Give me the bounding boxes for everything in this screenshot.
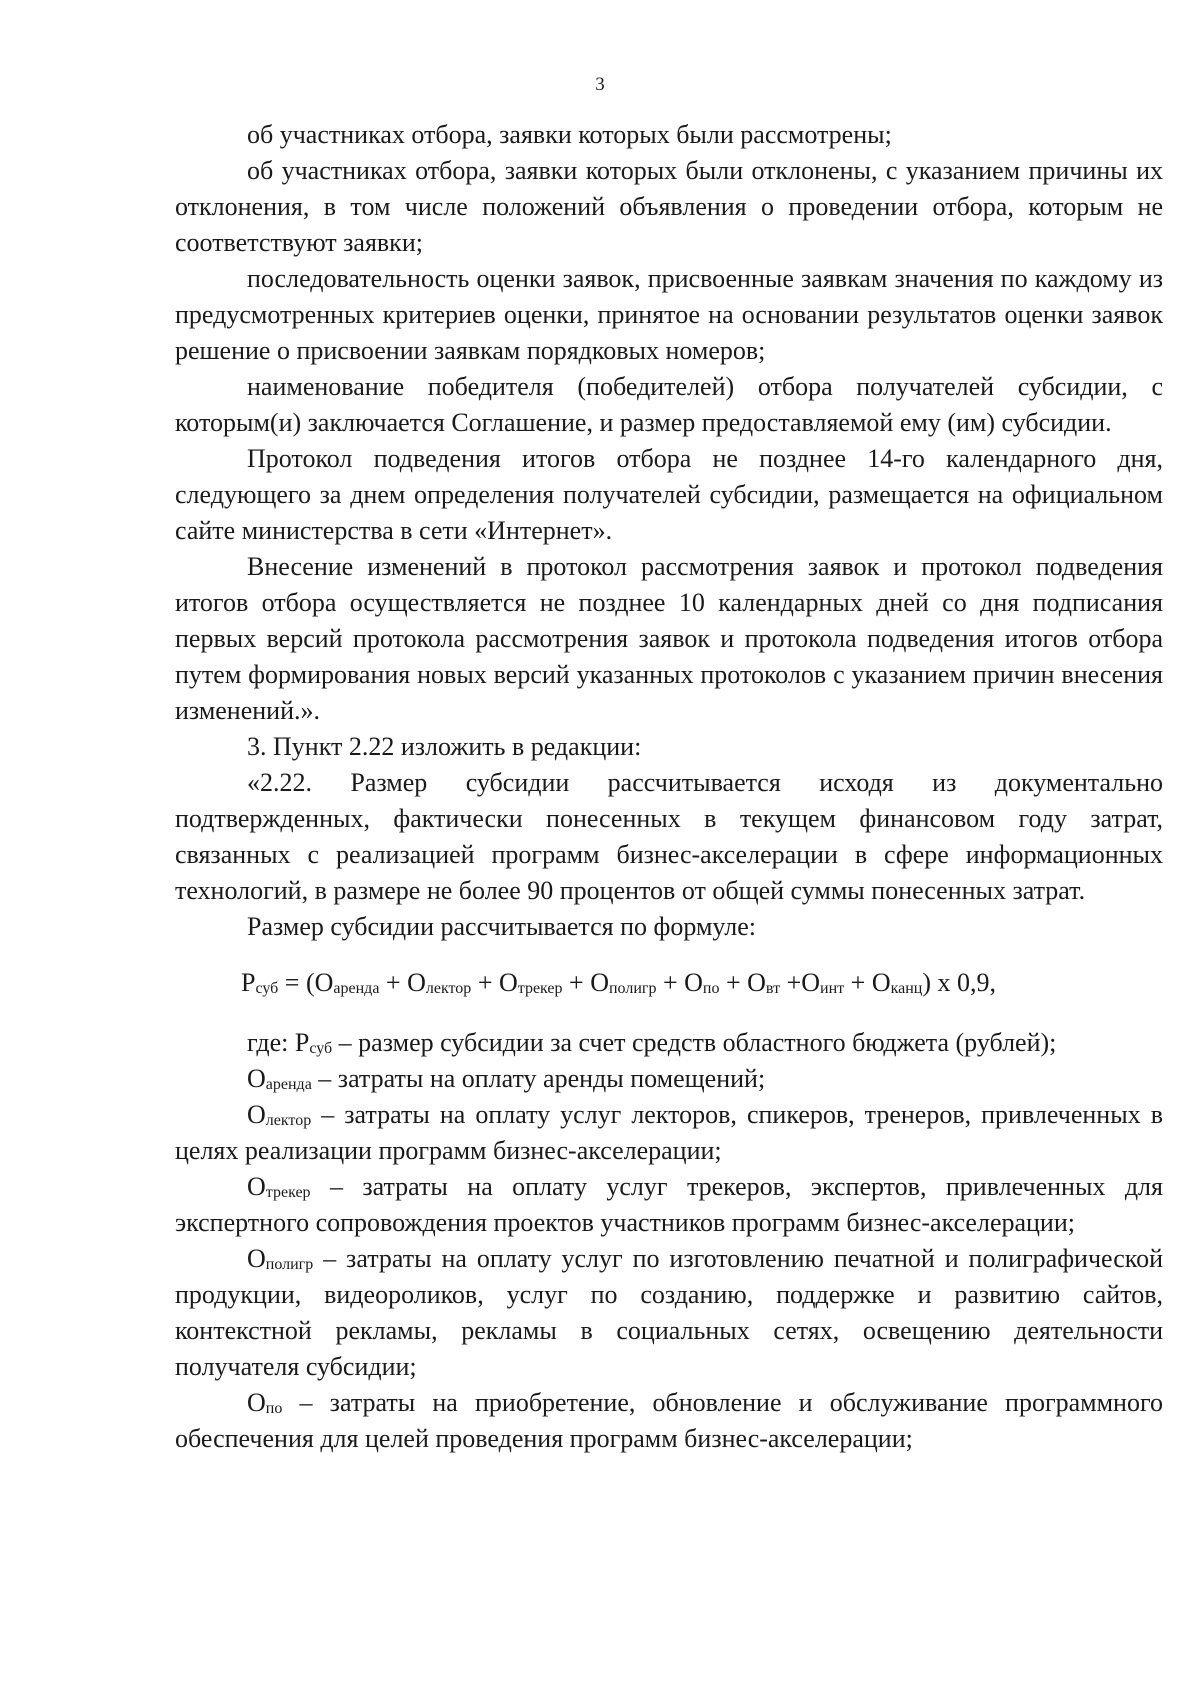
formula-subscript: инт — [820, 980, 845, 997]
formula-symbol: О — [590, 968, 609, 997]
paragraph: наименование победителя (победителей) отбора получателей субсидии, с которым(и) заключается Соглашение, и размер предоставляемой ему (им) субсидии. — [175, 372, 1163, 437]
definition-text: – затраты на приобретение, обновление и обслуживание программного обеспечения для целей проведения программ бизнес-акселерации; — [175, 1388, 1163, 1453]
formula-subscript: по — [702, 980, 720, 997]
formula-operator: + — [562, 968, 591, 997]
formula-subscript: трекер — [517, 980, 563, 997]
paragraph: последовательность оценки заявок, присвоенные заявкам значения по каждому из предусмотренных критериев оценки, принятое на основании результатов оценки заявок решение о присвоении заявкам порядковых номеров; — [175, 264, 1163, 365]
formula-operator: = ( — [278, 968, 315, 997]
paragraph: об участниках отбора, заявки которых были рассмотрены; — [247, 120, 892, 149]
definition-text: – затраты на оплату услуг трекеров, экспертов, привлеченных для экспертного сопровождения проектов участников программ бизнес-акселерации; — [175, 1172, 1163, 1237]
definition-paragraph — [175, 1241, 1163, 1385]
formula-symbol: О — [684, 968, 703, 997]
formula-symbol: О — [871, 968, 891, 997]
formula-subscript: лектор — [425, 980, 472, 997]
formula-operator: + — [471, 968, 499, 997]
formula-symbol: О — [498, 968, 518, 997]
paragraph: Протокол подведения итогов отбора не позднее 14-го календарного дня, следующего за днем определения получателей субсидии, размещается на официальном сайте министерства в сети «Интернет». — [175, 444, 1163, 545]
definition-text: – размер субсидии за счет средств областного бюджета (рублей); — [332, 1028, 1057, 1057]
definition-subscript: суб — [309, 1040, 333, 1057]
definition-subscript: полигр — [265, 1256, 314, 1273]
definition-prefix: где: — [247, 1028, 295, 1057]
definition-subscript: лектор — [265, 1112, 312, 1129]
definition-symbol: О — [247, 1100, 266, 1129]
formula-operator: + — [780, 968, 802, 997]
formula-subscript: вт — [765, 980, 781, 997]
formula-operator: + — [719, 968, 748, 997]
definition-text: – затраты на оплату услуг лекторов, спикеров, тренеров, привлеченных в целях реализации программ бизнес-акселерации; — [175, 1100, 1163, 1165]
page-number: 3 — [595, 74, 605, 95]
definition-text: – затраты на оплату услуг по изготовлению печатной и полиграфической продукции, видеороликов, услуг по созданию, поддержке и развитию сайтов, контекстной рекламы, рекламы в социальных сетях, освещению деятельности получателя субсидии; — [175, 1244, 1163, 1381]
formula-subscript: полигр — [608, 980, 657, 997]
paragraph: «2.22. Размер субсидии рассчитывается исходя из документально подтвержденных, фактически понесенных в текущем финансовом году затрат, связанных с реализацией программ бизнес-акселерации в сфере информационных технологий, в размере не более 90 процентов от общей суммы понесенных затрат. — [175, 768, 1163, 905]
definition-subscript: по — [265, 1400, 283, 1417]
formula-operator: + — [656, 968, 685, 997]
definition-symbol: О — [247, 1388, 266, 1417]
formula-symbol: О — [801, 968, 821, 997]
formula-operator: + — [379, 968, 408, 997]
formula-subscript: суб — [255, 980, 279, 997]
subsidy-formula — [175, 965, 1163, 1001]
formula-operator: + — [844, 968, 872, 997]
formula-subscript: канц — [890, 980, 923, 997]
definition-text: – затраты на оплату аренды помещений; — [311, 1064, 766, 1093]
definition-paragraph — [175, 1169, 1163, 1241]
paragraph: об участниках отбора, заявки которых были отклонены, с указанием причины их отклонения, в том числе положений объявления о проведении отбора, которым не соответствуют заявки; — [175, 156, 1163, 257]
definition-subscript: трекер — [265, 1184, 311, 1201]
definition-subscript: аренда — [265, 1076, 312, 1093]
paragraph: 3. Пункт 2.22 изложить в редакции: — [247, 732, 642, 761]
paragraph: Внесение изменений в протокол рассмотрения заявок и протокол подведения итогов отбора осуществляется не позднее 10 календарных дней со дня подписания первых версий протокола рассмотрения заявок и протокола подведения итогов отбора путем формирования новых версий указанных протоколов с указанием причин внесения изменений.». — [175, 552, 1163, 725]
definition-paragraph — [175, 1061, 1163, 1097]
definition-paragraph — [175, 1025, 1163, 1061]
definition-paragraph — [175, 1385, 1163, 1457]
formula-symbol: О — [407, 968, 426, 997]
formula-operator: ) х 0,9, — [922, 968, 997, 997]
definition-symbol: О — [247, 1244, 266, 1273]
definition-symbol: О — [247, 1172, 266, 1201]
definition-paragraph — [175, 1097, 1163, 1169]
formula-subscript: аренда — [333, 980, 380, 997]
paragraph: Размер субсидии рассчитывается по формуле: — [247, 912, 757, 941]
document-body — [175, 117, 1163, 1457]
definition-symbol: О — [247, 1064, 266, 1093]
formula-symbol: О — [314, 968, 334, 997]
formula-symbol: P — [241, 968, 256, 997]
formula-symbol: О — [747, 968, 766, 997]
definition-symbol: P — [294, 1028, 310, 1057]
